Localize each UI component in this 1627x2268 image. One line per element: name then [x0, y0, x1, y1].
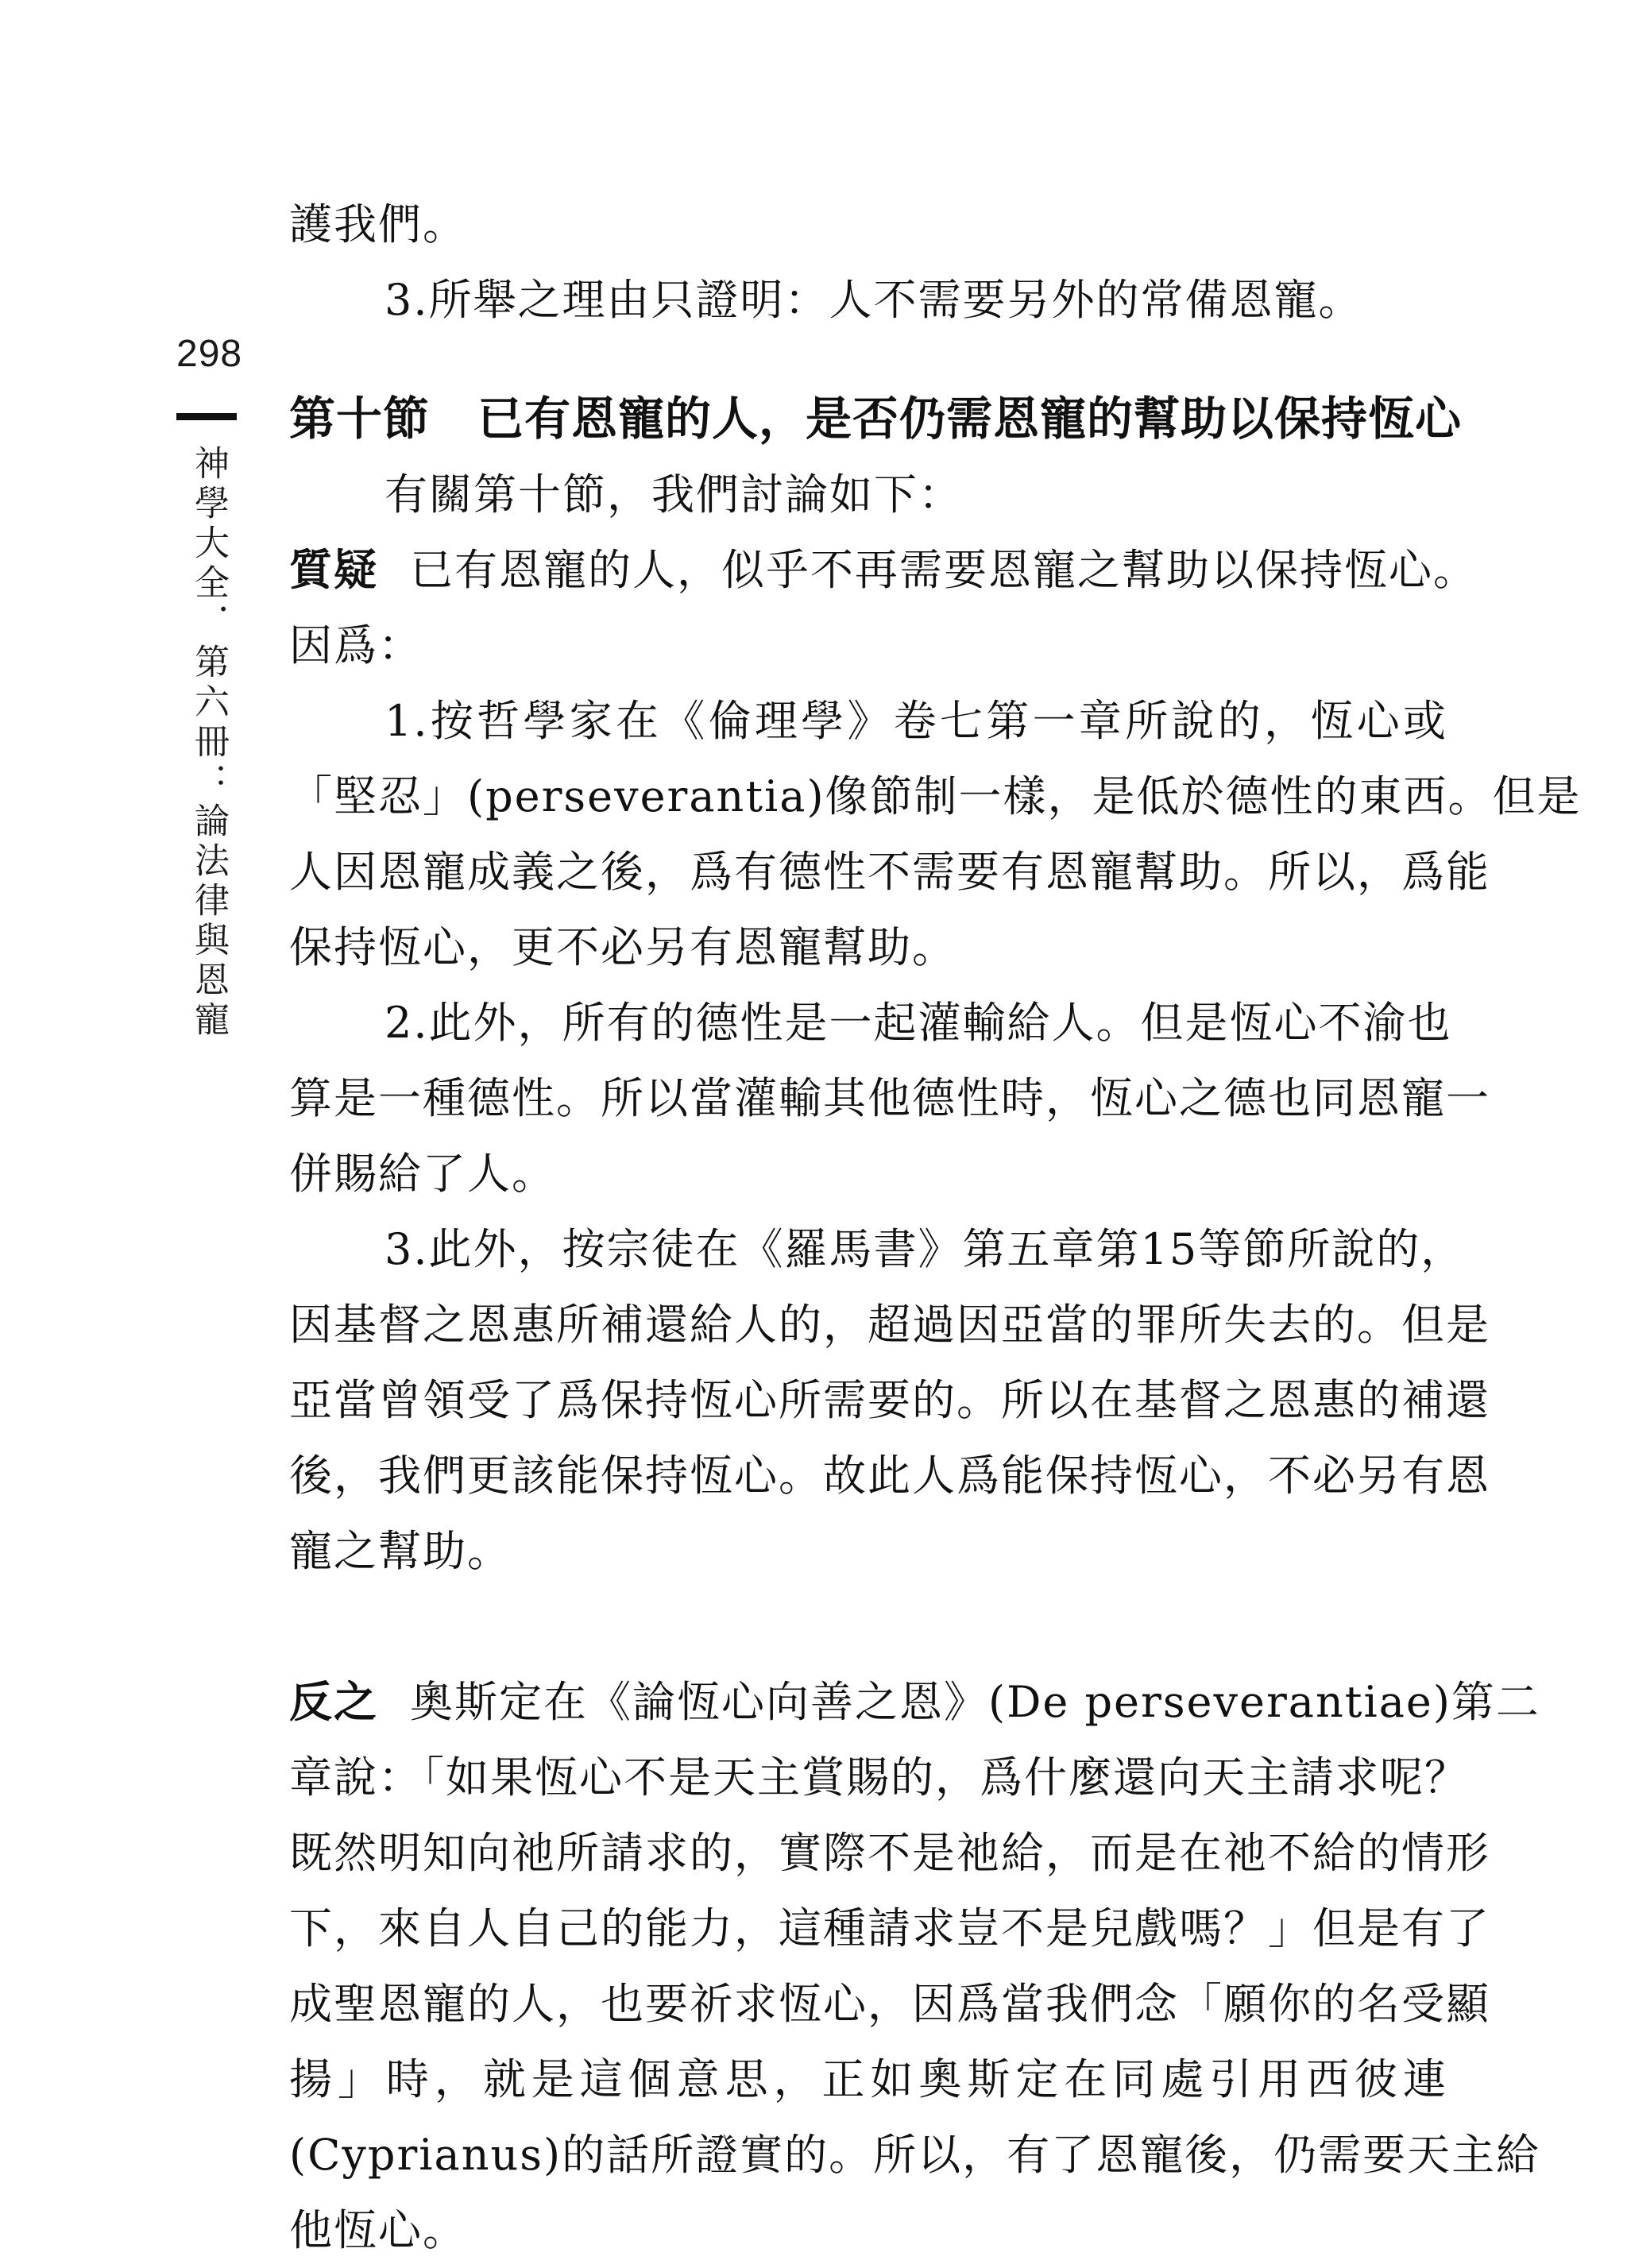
section-intro: 有關第十節，我們討論如下： — [385, 469, 963, 520]
page-content — [289, 187, 1582, 2268]
section-title: 已有恩寵的人，是否仍需恩寵的幫助以保持恆心 — [477, 392, 1463, 446]
text-line: (Cyprianus)的話所證實的。所以，有了恩寵後，仍需要天主給 — [289, 2130, 1541, 2180]
text-line: 成聖恩寵的人，也要祈求恆心，因爲當我們念「願你的名受顯 — [289, 1979, 1490, 2029]
text-line: 人因恩寵成義之後，爲有德性不需要有恩寵幫助。所以，爲能 — [289, 847, 1490, 897]
objection-label: 質疑 — [289, 545, 378, 595]
text-line: 算是一種德性。所以當灌輸其他德性時，恆心之德也同恩寵一 — [289, 1073, 1490, 1123]
spacer — [289, 1589, 1447, 1664]
sed-contra-text: 奧斯定在《論恆心向善之恩》(De perseverantiae)第二 — [410, 1677, 1540, 1727]
objection-line — [289, 532, 1478, 608]
text-line: 3.所舉之理由只證明：人不需要另外的常備恩寵。 — [385, 275, 1363, 325]
text-line: 2.此外，所有的德性是一起灌輸給人。但是恆心不渝也 — [385, 998, 1452, 1048]
text-line: 章說：「如果恆心不是天主賞賜的，爲什麼還向天主請求呢？ — [289, 1752, 1469, 1802]
text-line: 亞當曾領受了爲保持恆心所需要的。所以在基督之恩惠的補還 — [289, 1375, 1490, 1425]
section-heading — [289, 381, 1463, 457]
text-line: 既然明知向祂所請求的，實際不是祂給，而是在祂不給的情形 — [289, 1828, 1490, 1878]
side-rule-divider — [176, 413, 237, 420]
text-line: 揚」時，就是這個意思，正如奧斯定在同處引用西彼連 — [289, 2054, 1447, 2104]
section-number: 第十節 — [289, 392, 431, 446]
text-line: 寵之幫助。 — [289, 1526, 512, 1576]
text-line: 保持恆心，更不必另有恩寵幫助。 — [289, 922, 956, 972]
text-line: 因基督之恩惠所補還給人的，超過因亞當的罪所失去的。但是 — [289, 1300, 1490, 1350]
sed-contra-label: 反之 — [289, 1677, 378, 1727]
text-line: 下，來自人自己的能力，這種請求豈不是兒戲嗎？」但是有了 — [289, 1903, 1490, 1953]
text-line: 3.此外，按宗徒在《羅馬書》第五章第15等節所說的， — [385, 1224, 1466, 1274]
text-line: 因爲： — [289, 620, 423, 670]
text-line: 護我們。 — [289, 199, 467, 249]
text-line: 1.按哲學家在《倫理學》卷七第一章所說的，恆心或 — [385, 696, 1447, 746]
text-line: 「堅忍」(perseverantia)像節制一樣，是低於德性的東西。但是 — [289, 771, 1582, 821]
spacer — [289, 338, 1447, 381]
objection-text: 已有恩寵的人，似乎不再需要恩寵之幫助以保持恆心。 — [410, 545, 1478, 595]
page-number: 298 — [176, 333, 243, 375]
text-line: 後，我們更該能保持恆心。故此人爲能保持恆心，不必另有恩 — [289, 1451, 1490, 1501]
running-title: 神學大全．第六冊：論法律與恩寵 — [188, 445, 229, 1041]
text-line: 併賜給了人。 — [289, 1149, 556, 1199]
text-line: 他恆心。 — [289, 2205, 467, 2255]
sed-contra-line — [289, 1664, 1540, 1740]
